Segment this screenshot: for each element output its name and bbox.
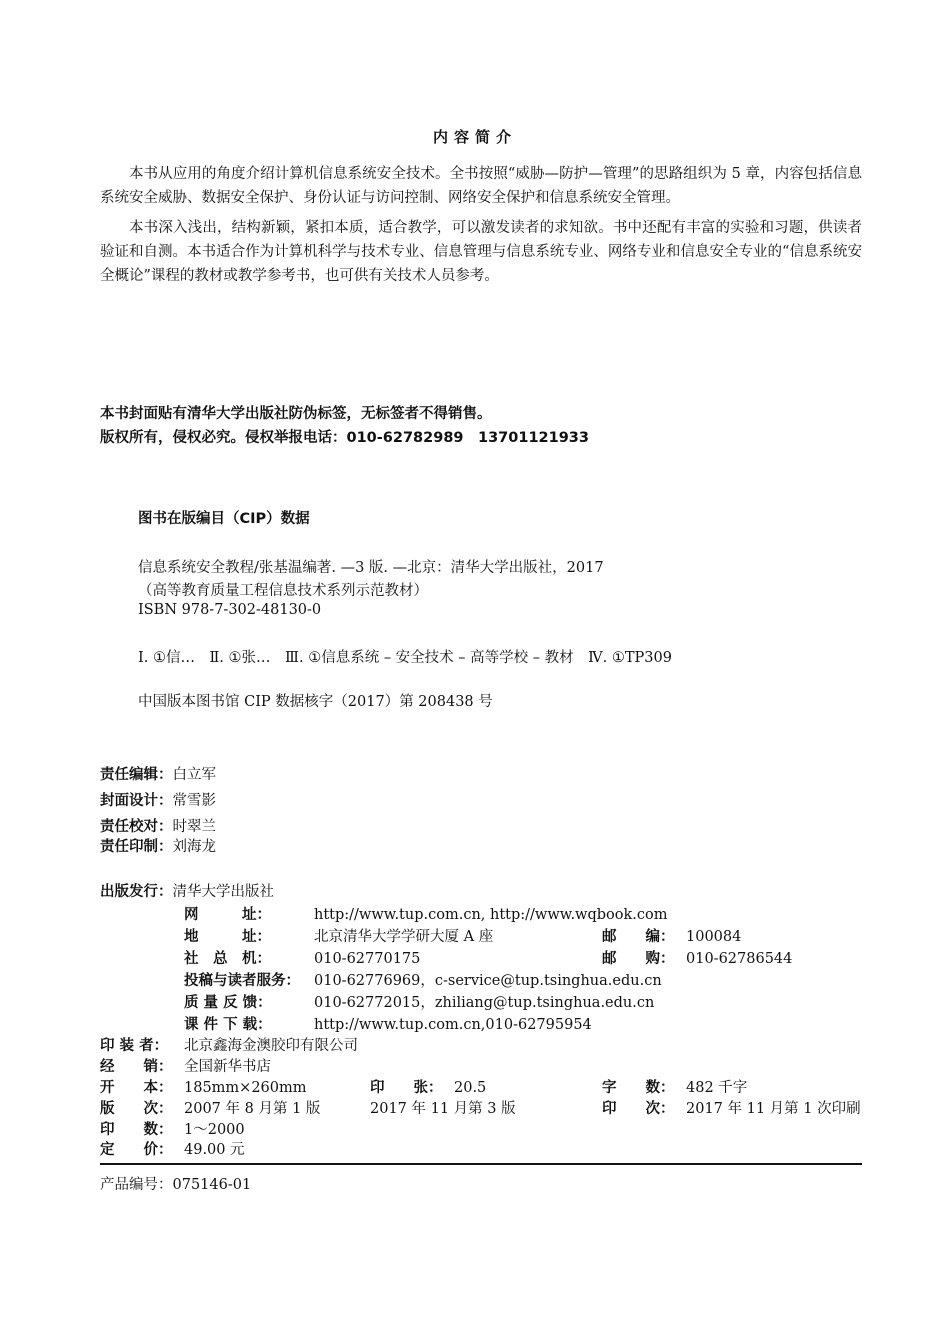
cip-line-2: （高等教育质量工程信息技术系列示范教材） <box>138 583 428 599</box>
publisher-row <box>100 880 274 901</box>
staff-label: 责任校对： <box>100 819 173 835</box>
staff-label: 封面设计： <box>100 793 173 809</box>
intro-paragraph-1: 本书从应用的角度介绍计算机信息系统安全技术。全书按照“威胁—防护—管理”的思路组织为 5 章，内容包括信息系统安全威胁、数据安全保护、身份认证与访问控制、网络安全保护和信息系统安全管理。 <box>100 166 862 206</box>
anti-counterfeit-notice: 本书封面贴有清华大学出版社防伪标签，无标签者不得销售。 <box>100 406 492 422</box>
staff-value: 白立军 <box>172 767 216 783</box>
printer-row <box>100 1034 358 1055</box>
distributor-value: 全国新华书店 <box>184 1059 271 1075</box>
mail-order-label: 邮 购： <box>602 951 675 967</box>
sheets-value: 20.5 <box>454 1080 487 1096</box>
price-row <box>100 1138 245 1159</box>
price-value: 49.00 元 <box>184 1142 245 1158</box>
format-row <box>100 1076 307 1097</box>
staff-value: 时翠兰 <box>172 819 216 835</box>
staff-value: 刘海龙 <box>172 839 216 855</box>
web-label: 网 址： <box>184 907 271 923</box>
printer-value: 北京鑫海金澳胶印有限公司 <box>184 1038 358 1054</box>
distributor-row <box>100 1055 271 1076</box>
cip-record: 中国版本图书馆 CIP 数据核字（2017）第 208438 号 <box>138 694 493 710</box>
cip-classification: Ⅰ. ①信… Ⅱ. ①张… Ⅲ. ①信息系统 – 安全技术 – 高等学校 – 教材 Ⅳ. ①TP309 <box>138 650 672 666</box>
address-label: 地 址： <box>184 929 271 945</box>
price-label: 定 价： <box>100 1142 173 1158</box>
word-count-label: 字 数： <box>602 1080 675 1096</box>
publisher-download-row <box>184 1013 592 1034</box>
publisher-web-row <box>184 903 667 924</box>
zip-value: 100084 <box>686 929 742 945</box>
format-value: 185mm×260mm <box>184 1080 307 1096</box>
web-value: http://www.tup.com.cn, http://www.wqbook.com <box>314 907 668 923</box>
product-code-value: 075146-01 <box>172 1177 252 1193</box>
staff-label: 责任编辑： <box>100 767 173 783</box>
intro-title: 内容简介 <box>432 128 517 146</box>
download-label: 课 件 下 载： <box>184 1017 272 1033</box>
publisher-zip-row <box>602 925 741 946</box>
publisher-label: 出版发行： <box>100 884 173 900</box>
publisher-mail-order-row <box>602 947 792 968</box>
printing-value: 2017 年 11 月第 1 次印刷 <box>686 1101 861 1117</box>
printing-row <box>602 1097 861 1118</box>
publisher-quality-row <box>184 991 654 1012</box>
staff-row <box>100 763 216 784</box>
quality-label: 质 量 反 馈： <box>184 995 272 1011</box>
cip-isbn: ISBN 978-7-302-48130-0 <box>138 602 322 618</box>
product-code-label: 产品编号： <box>100 1177 173 1193</box>
copies-row <box>100 1118 245 1139</box>
service-value: 010-62776969，c-service@tup.tsinghua.edu.cn <box>314 973 662 989</box>
publisher-name: 清华大学出版社 <box>172 884 274 900</box>
staff-value: 常雪影 <box>172 793 216 809</box>
download-value: http://www.tup.com.cn,010-62795954 <box>314 1017 592 1033</box>
word-count-value: 482 千字 <box>686 1080 748 1096</box>
cip-line-1: 信息系统安全教程/张基温编著. —3 版. —北京：清华大学出版社，2017 <box>138 560 604 576</box>
printing-label: 印 次： <box>602 1101 675 1117</box>
copies-value: 1～2000 <box>184 1122 245 1138</box>
intro-paragraph-2: 本书深入浅出，结构新颖，紧扣本质，适合教学，可以激发读者的求知欲。书中还配有丰富的实验和习题，供读者验证和自测。本书适合作为计算机科学与技术专业、信息管理与信息系统专业、网络专业和信息安全专业的“信息系统安全概论”课程的教材或教学参考书，也可供有关技术人员参考。 <box>100 220 862 284</box>
edition-label: 版 次： <box>100 1101 173 1117</box>
current-edition: 2017 年 11 月第 3 版 <box>370 1101 516 1117</box>
cip-heading: 图书在版编目（CIP）数据 <box>138 511 310 527</box>
edition-row <box>100 1097 320 1118</box>
publisher-switchboard-row <box>184 947 420 968</box>
format-label: 开 本： <box>100 1080 173 1096</box>
sheets-row <box>370 1076 486 1097</box>
staff-row <box>100 789 216 810</box>
zip-label: 邮 编： <box>602 929 675 945</box>
service-label: 投稿与读者服务： <box>184 973 300 989</box>
switchboard-value: 010-62770175 <box>314 951 421 967</box>
distributor-label: 经 销： <box>100 1059 173 1075</box>
staff-label: 责任印制： <box>100 839 173 855</box>
quality-value: 010-62772015，zhiliang@tup.tsinghua.edu.cn <box>314 995 655 1011</box>
copyright-notice: 版权所有，侵权必究。侵权举报电话：010-62782989 13701121933 <box>100 430 589 446</box>
edition-value: 2007 年 8 月第 1 版 <box>184 1101 321 1117</box>
sheets-label: 印 张： <box>370 1080 443 1096</box>
switchboard-label: 社 总 机： <box>184 951 271 967</box>
word-count-row <box>602 1076 747 1097</box>
publisher-address-row <box>184 925 493 946</box>
product-code-row <box>100 1173 251 1194</box>
printer-label: 印 装 者： <box>100 1038 169 1054</box>
staff-row <box>100 835 216 856</box>
mail-order-value: 010-62786544 <box>686 951 793 967</box>
copies-label: 印 数： <box>100 1122 173 1138</box>
staff-row <box>100 815 216 836</box>
publisher-service-row <box>184 969 662 990</box>
divider <box>100 1163 862 1165</box>
address-value: 北京清华大学学研大厦 A 座 <box>314 929 494 945</box>
